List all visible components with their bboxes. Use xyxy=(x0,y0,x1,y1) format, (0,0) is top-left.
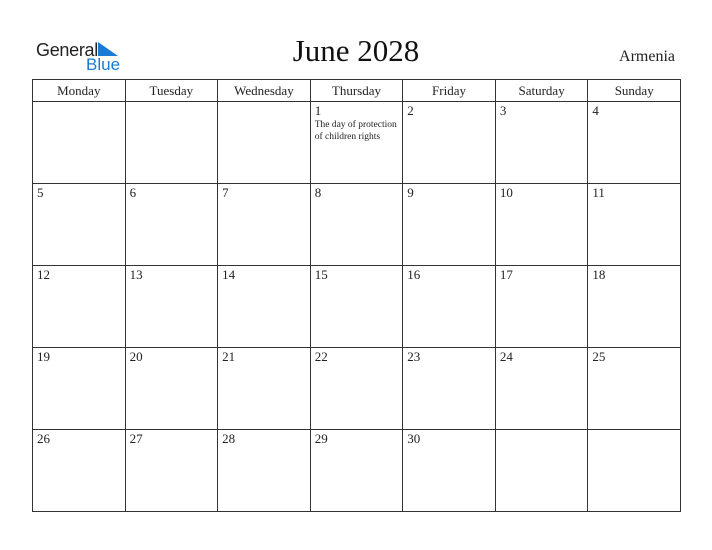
day-cell xyxy=(403,430,496,512)
day-number: 9 xyxy=(407,185,414,200)
week-row xyxy=(33,184,681,266)
week-row xyxy=(33,266,681,348)
day-number: 11 xyxy=(592,185,605,200)
day-cell xyxy=(495,102,588,184)
day-cell xyxy=(218,430,311,512)
page-title: June 2028 xyxy=(292,33,420,68)
day-cell xyxy=(218,102,311,184)
day-cell xyxy=(588,102,681,184)
logo-general-text: General xyxy=(36,40,98,60)
day-number: 6 xyxy=(129,185,137,200)
day-cell xyxy=(33,102,126,184)
day-number: 20 xyxy=(129,349,143,364)
weekday-header: Wednesday xyxy=(218,80,311,102)
weekday-header: Tuesday xyxy=(125,80,218,102)
day-cell xyxy=(495,430,588,512)
day-number: 4 xyxy=(592,103,599,118)
day-number: 8 xyxy=(314,185,322,200)
day-cell xyxy=(125,102,218,184)
weekday-header: Saturday xyxy=(495,80,588,102)
day-number: 18 xyxy=(592,267,606,282)
logo-blue-text: Blue xyxy=(86,55,121,74)
calendar-grid xyxy=(32,79,681,512)
week-row xyxy=(33,102,681,184)
day-cell xyxy=(495,184,588,266)
day-number: 13 xyxy=(129,267,143,282)
day-number: 14 xyxy=(222,267,236,282)
day-number: 10 xyxy=(499,185,513,200)
day-cell xyxy=(403,102,496,184)
day-number: 23 xyxy=(407,349,421,364)
day-cell xyxy=(310,102,403,184)
day-cell xyxy=(588,348,681,430)
day-number: 5 xyxy=(37,185,44,200)
day-cell xyxy=(125,430,218,512)
holiday-label: The day of protection of children rights xyxy=(314,120,397,142)
day-number: 7 xyxy=(222,185,229,200)
weekday-header: Thursday xyxy=(310,80,403,102)
day-cell xyxy=(33,266,126,348)
day-cell xyxy=(33,184,126,266)
day-cell xyxy=(310,430,403,512)
day-cell xyxy=(33,348,126,430)
day-number: 12 xyxy=(37,267,50,282)
day-cell xyxy=(218,348,311,430)
week-row xyxy=(33,348,681,430)
day-number: 21 xyxy=(222,349,236,364)
day-cell xyxy=(403,348,496,430)
day-cell xyxy=(218,266,311,348)
day-cell xyxy=(125,348,218,430)
day-number: 25 xyxy=(592,349,606,364)
day-cell xyxy=(495,266,588,348)
day-number: 1 xyxy=(314,103,322,118)
day-number: 16 xyxy=(407,267,421,282)
day-cell xyxy=(125,184,218,266)
weekday-header: Monday xyxy=(33,80,126,102)
day-cell xyxy=(125,266,218,348)
day-cell xyxy=(588,266,681,348)
day-number: 3 xyxy=(499,103,507,118)
day-cell xyxy=(495,348,588,430)
day-number: 28 xyxy=(222,431,236,446)
day-cell xyxy=(310,184,403,266)
weekday-header: Friday xyxy=(403,80,496,102)
day-cell xyxy=(33,430,126,512)
day-cell xyxy=(310,266,403,348)
day-number: 2 xyxy=(407,103,414,118)
day-cell xyxy=(310,348,403,430)
day-number: 22 xyxy=(314,349,328,364)
day-number: 30 xyxy=(407,431,421,446)
weekday-header-row xyxy=(33,80,681,102)
day-cell xyxy=(588,430,681,512)
day-number: 19 xyxy=(37,349,50,364)
day-number: 26 xyxy=(37,431,50,446)
day-number: 15 xyxy=(314,267,328,282)
day-cell xyxy=(588,184,681,266)
day-cell xyxy=(403,184,496,266)
day-number: 17 xyxy=(499,267,513,282)
week-row xyxy=(33,430,681,512)
day-number: 27 xyxy=(129,431,143,446)
day-cell xyxy=(218,184,311,266)
country-label: Armenia xyxy=(619,48,675,65)
day-cell xyxy=(403,266,496,348)
day-number: 29 xyxy=(314,431,328,446)
weekday-header: Sunday xyxy=(588,80,681,102)
day-number: 24 xyxy=(499,349,513,364)
